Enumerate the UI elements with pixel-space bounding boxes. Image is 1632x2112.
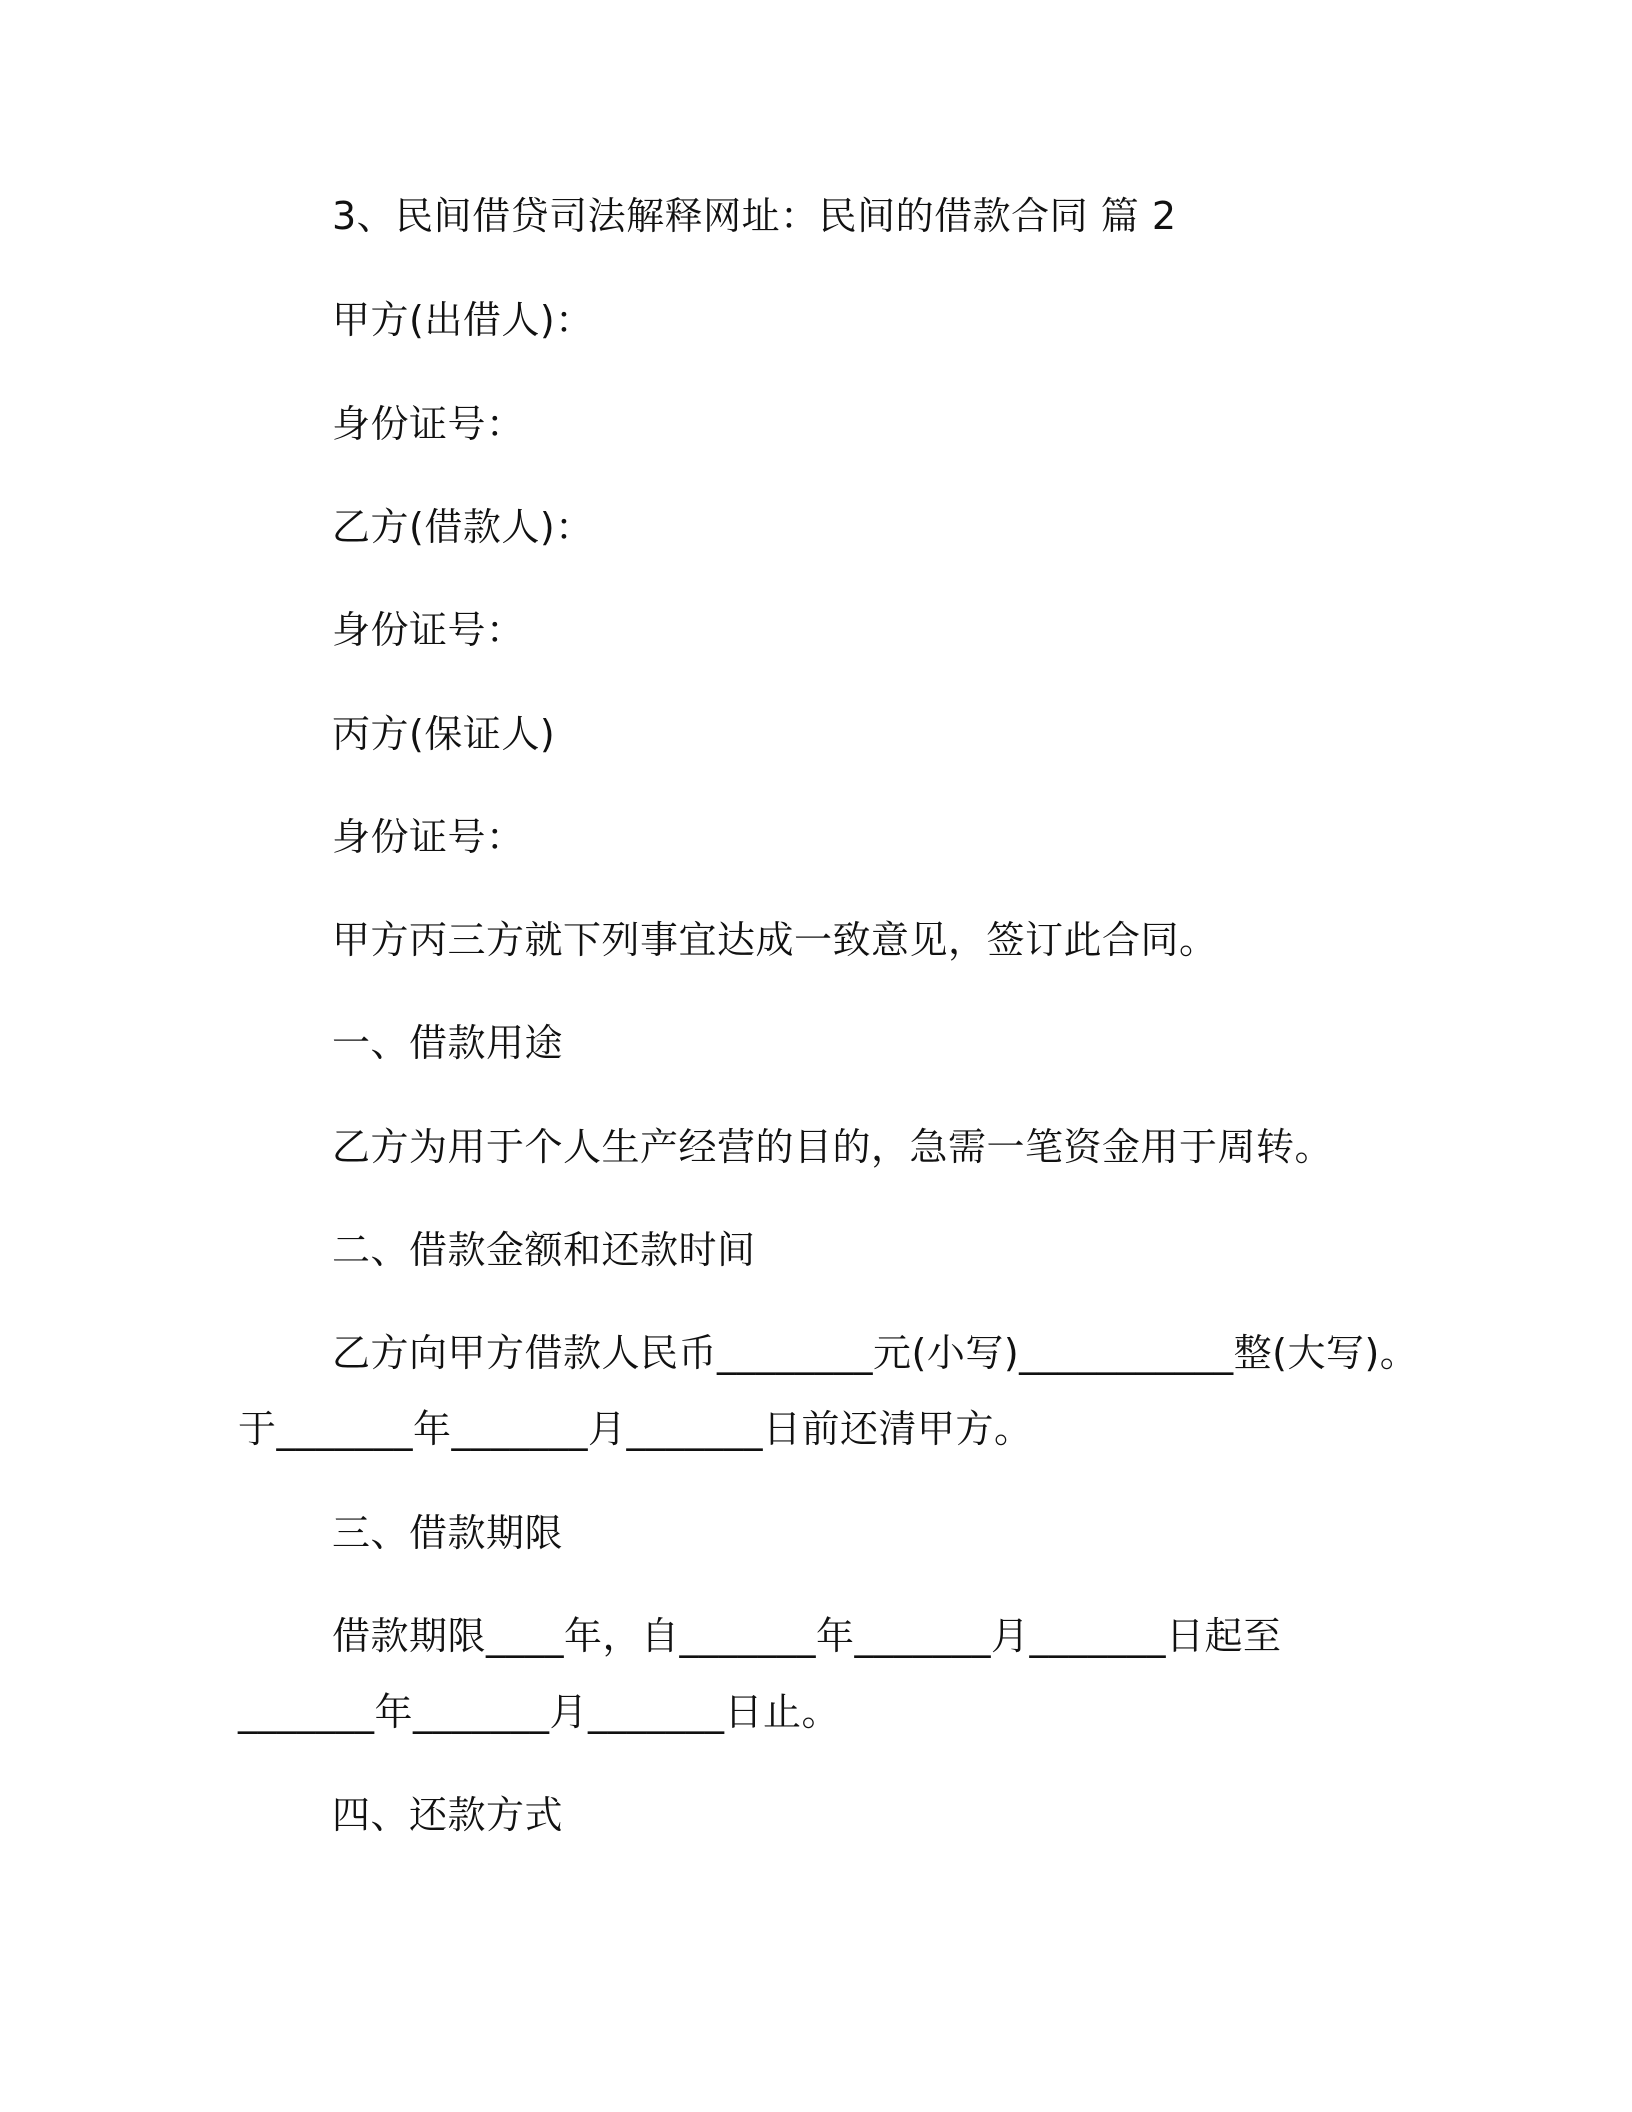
party-c-id-label: 身份证号：	[332, 815, 525, 859]
section-heading-loan-purpose: 一、借款用途	[332, 1021, 564, 1065]
section-heading-repayment-method: 四、还款方式	[332, 1793, 564, 1837]
section-heading-loan-term: 三、借款期限	[332, 1511, 564, 1555]
loan-term-end-paragraph: _______年_______月_______日止。	[238, 1690, 841, 1734]
loan-term-paragraph: 借款期限____年，自_______年_______月_______日起至	[332, 1614, 1282, 1658]
repayment-date-paragraph: 于_______年_______月_______日前还清甲方。	[238, 1407, 1033, 1451]
section-heading-amount-repayment: 二、借款金额和还款时间	[332, 1228, 756, 1272]
party-a-id-label: 身份证号：	[332, 402, 525, 446]
party-c-label: 丙方(保证人)	[332, 712, 556, 756]
loan-amount-paragraph: 乙方向甲方借款人民币________元(小写)___________整(大写)。	[332, 1331, 1419, 1375]
party-b-id-label: 身份证号：	[332, 608, 525, 652]
section-heading-3: 3、民间借贷司法解释网址：民间的借款合同 篇 2	[332, 194, 1177, 238]
loan-purpose-paragraph: 乙方为用于个人生产经营的目的，急需一笔资金用于周转。	[332, 1125, 1334, 1169]
party-b-label: 乙方(借款人)：	[332, 505, 594, 549]
party-a-label: 甲方(出借人)：	[332, 298, 594, 342]
agreement-paragraph: 甲方丙三方就下列事宜达成一致意见，签订此合同。	[332, 918, 1218, 962]
